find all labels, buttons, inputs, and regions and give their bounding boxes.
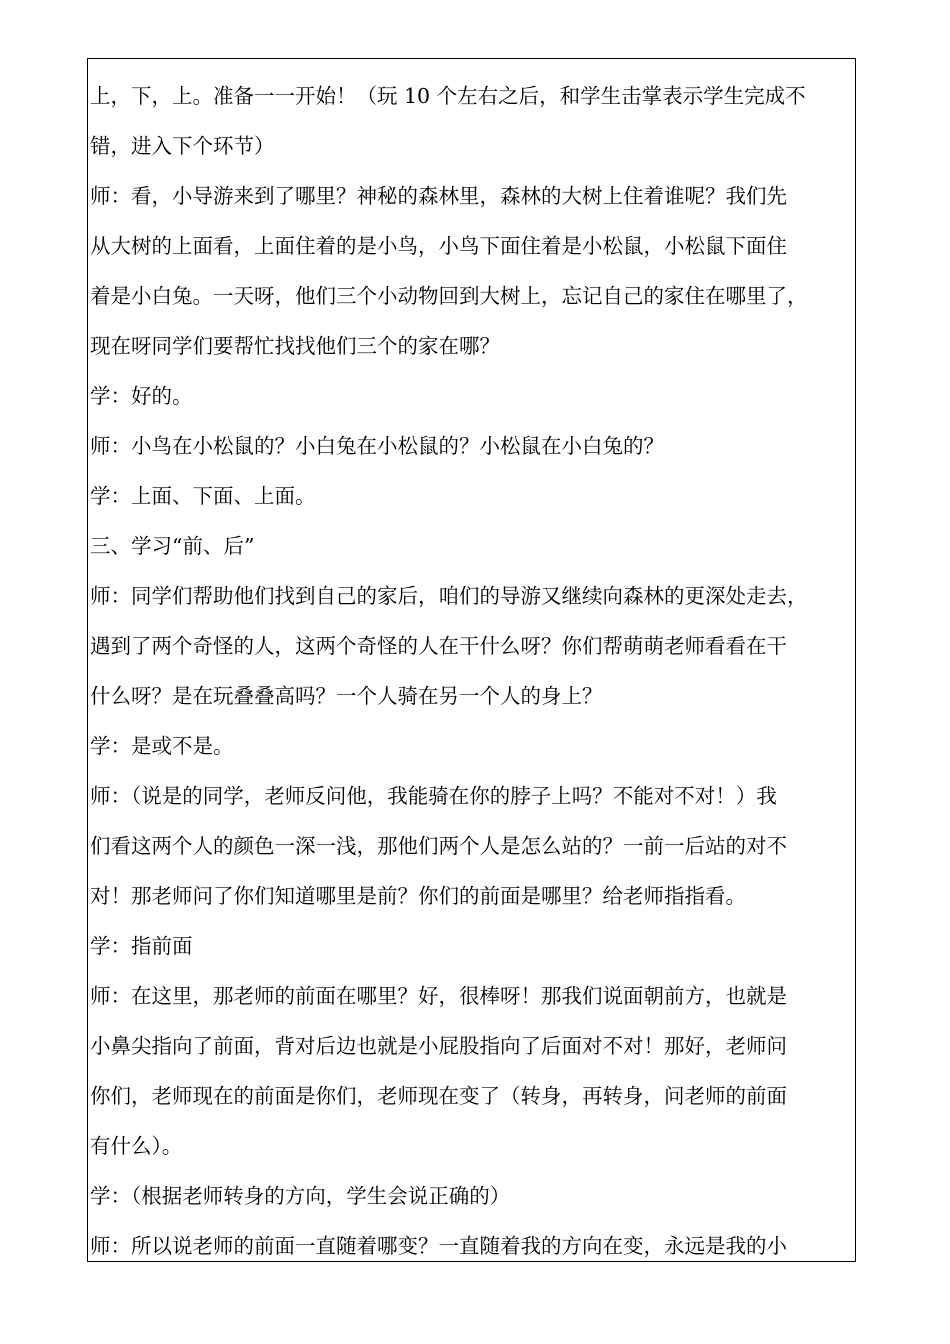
text-line: 们看这两个人的颜色一深一浅，那他们两个人是怎么站的？一前一后站的对不 [90, 834, 787, 858]
text-line: 学：（根据老师转身的方向，学生会说正确的） [90, 1184, 511, 1208]
text-line: 学：是或不是。 [90, 734, 234, 758]
text-line: 师：看，小导游来到了哪里？神秘的森林里，森林的大树上住着谁呢？我们先 [90, 184, 787, 208]
text-line: 什么呀？是在玩叠叠高吗？一个人骑在另一个人的身上？ [90, 684, 603, 708]
text-line: 师：所以说老师的前面一直随着哪变？一直随着我的方向在变，永远是我的小 [90, 1234, 787, 1258]
text-line: 遇到了两个奇怪的人，这两个奇怪的人在干什么呀？你们帮萌萌老师看看在干 [90, 634, 787, 658]
text-line: 你们，老师现在的前面是你们，老师现在变了（转身，再转身，问老师的前面 [90, 1084, 787, 1108]
text-line: 着是小白兔。一天呀，他们三个小动物回到大树上，忘记自己的家住在哪里了， [90, 284, 808, 308]
document-frame [87, 58, 856, 1262]
text-line: 错，进入下个环节） [90, 134, 275, 158]
text-line: 师：小鸟在小松鼠的？小白兔在小松鼠的？小松鼠在小白兔的？ [90, 434, 664, 458]
text-line: 上，下，上。准备一一开始！（玩 10 个左右之后，和学生击掌表示学生完成不 [90, 84, 806, 108]
section-heading: 三、学习“前、后” [90, 534, 255, 558]
text-line: 有什么）。 [90, 1134, 183, 1158]
text-line: 小鼻尖指向了前面，背对后边也就是小屁股指向了后面对不对！那好，老师问 [90, 1034, 787, 1058]
text-line: 学：好的。 [90, 384, 193, 408]
text-line: 师：（说是的同学，老师反问他，我能骑在你的脖子上吗？不能对不对！）我 [90, 784, 777, 808]
text-line: 对！那老师问了你们知道哪里是前？你们的前面是哪里？给老师指指看。 [90, 884, 746, 908]
text-line: 从大树的上面看，上面住着的是小鸟，小鸟下面住着是小松鼠，小松鼠下面住 [90, 234, 787, 258]
text-line: 师：在这里，那老师的前面在哪里？好，很棒呀！那我们说面朝前方，也就是 [90, 984, 787, 1008]
text-line: 学：上面、下面、上面。 [90, 484, 316, 508]
text-line: 现在呀同学们要帮忙找找他们三个的家在哪？ [90, 334, 500, 358]
text-line: 师：同学们帮助他们找到自己的家后，咱们的导游又继续向森林的更深处走去， [90, 584, 808, 608]
text-line: 学：指前面 [90, 934, 193, 958]
